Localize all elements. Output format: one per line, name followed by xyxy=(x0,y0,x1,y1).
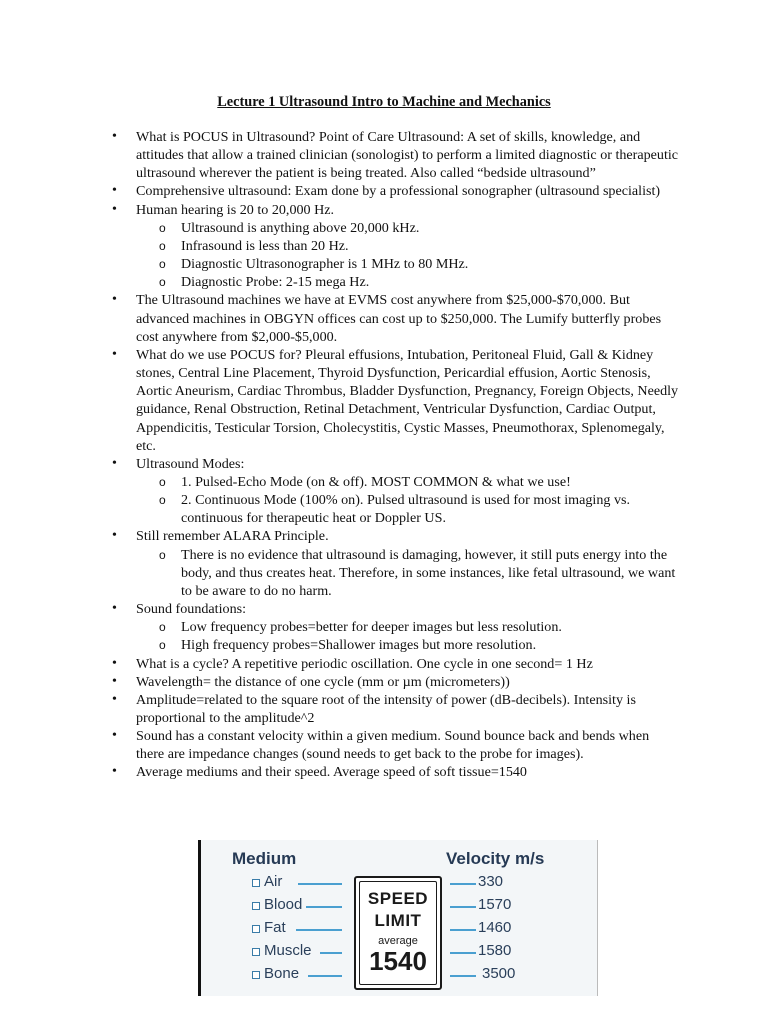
velocity-value: 1570 xyxy=(478,896,512,913)
bullet-icon: • xyxy=(112,183,117,199)
velocity-header: Velocity m/s xyxy=(446,849,545,868)
list-item xyxy=(0,691,768,727)
list-item xyxy=(0,201,768,292)
sub-list-item-text: 2. Continuous Mode (100% on). Pulsed ultrasound is used for most imaging vs. continuous for therapeutic heat or Doppler US. xyxy=(181,492,631,527)
bullet-icon: • xyxy=(112,201,117,217)
list-item xyxy=(0,763,768,781)
checkbox-icon xyxy=(252,925,260,933)
bullet-icon: • xyxy=(112,455,117,471)
list-item-text: Sound foundations: xyxy=(136,601,247,618)
list-item-text: Ultrasound Modes: xyxy=(136,455,245,472)
bullet-icon: • xyxy=(112,655,117,671)
list-item xyxy=(0,291,768,345)
sub-list-item xyxy=(136,473,680,491)
medium-name: Bone xyxy=(264,965,300,982)
bullet-icon: • xyxy=(112,601,117,617)
sub-list xyxy=(136,473,680,527)
list-item-text: Wavelength= the distance of one cycle (mm or µm (micrometers)) xyxy=(136,673,510,690)
sub-list xyxy=(136,546,680,600)
list-item xyxy=(0,182,768,200)
sign-value: 1540 xyxy=(369,946,427,976)
sub-bullet-icon: o xyxy=(159,638,166,653)
list-item-text: What do we use POCUS for? Pleural effusions, Intubation, Peritoneal Fluid, Gall & Kidney stones, Central Line Placement, Thyroid Dysfunction, Pericardial effusion, Aortic Stenosis, Aortic Aneurism, Cardiac Thrombus, Bladder Dysfunction, Pregnancy, Foreign Objects, Needly guidance, Renal Obstruction, Retinal Detachment, Ventricular Dysfunction, Cardiac Output, Appendicitis, Testicular Torsion, Cholecystitis, Cystic Masses, Pneumothorax, Splenomegaly, etc. xyxy=(136,346,679,454)
sub-list-item xyxy=(136,546,680,600)
document-title: Lecture 1 Ultrasound Intro to Machine and Mechanics xyxy=(217,94,551,110)
sub-bullet-icon: o xyxy=(159,620,166,635)
sub-list-item-text: 1. Pulsed-Echo Mode (on & off). MOST COMMON & what we use! xyxy=(181,473,571,490)
list-item-text: What is POCUS in Ultrasound? Point of Care Ultrasound: A set of skills, knowledge, and attitudes that allow a trained clinician (sonologist) to perform a limited diagnostic or therapeutic ultrasound wherever the patient is being treated. Also called “bedside ultrasound” xyxy=(136,129,679,182)
bullet-icon: • xyxy=(112,129,117,144)
checkbox-icon xyxy=(252,879,260,887)
sub-list-item xyxy=(136,219,680,237)
medium-name: Blood xyxy=(264,896,303,913)
connector-line-left xyxy=(306,906,342,908)
sub-list-item-text: There is no evidence that ultrasound is damaging, however, it still puts energy into the body, and thus creates heat. Therefore, in some instances, like fetal ultrasound, we want to be aware to do no harm. xyxy=(181,546,676,599)
connector-line-right xyxy=(450,952,476,954)
medium-name: Fat xyxy=(264,919,286,936)
sub-list-item-text: Diagnostic Probe: 2-15 mega Hz. xyxy=(181,274,370,291)
connector-line-left xyxy=(308,975,342,977)
sub-bullet-icon: o xyxy=(159,238,166,253)
sign-average-text: average xyxy=(378,935,418,947)
checkbox-icon xyxy=(252,971,260,979)
connector-line-right xyxy=(450,929,476,931)
list-item-text: Still remember ALARA Principle. xyxy=(136,528,329,545)
velocity-value: 330 xyxy=(478,873,504,890)
list-item-text: Sound has a constant velocity within a given medium. Sound bounce back and bends when there are impedance changes (sound needs to get back to the probe for images). xyxy=(136,728,650,763)
medium-header: Medium xyxy=(232,849,297,868)
sub-list-item-text: High frequency probes=Shallower images but more resolution. xyxy=(181,637,537,654)
sub-list xyxy=(136,618,680,654)
sub-bullet-icon: o xyxy=(159,547,166,562)
sub-bullet-icon: o xyxy=(159,220,166,235)
sub-bullet-icon: o xyxy=(159,493,166,508)
list-item-text: Amplitude=related to the square root of the intensity of power (dB-decibels). Intensity is proportional to the amplitude^2 xyxy=(136,691,636,726)
sub-bullet-icon: o xyxy=(159,257,166,272)
sign-speed-text: SPEED xyxy=(367,889,429,908)
velocity-value: 1580 xyxy=(478,942,512,959)
sub-list-item xyxy=(136,237,680,255)
medium-name: Air xyxy=(264,873,283,890)
connector-line-left xyxy=(320,952,342,954)
sub-list-item xyxy=(136,273,680,291)
sign-inner-border xyxy=(359,881,437,985)
sub-list-item xyxy=(136,255,680,273)
sub-list-item xyxy=(136,491,680,527)
list-item-text: Human hearing is 20 to 20,000 Hz. xyxy=(136,201,335,218)
bullet-icon: • xyxy=(112,691,117,707)
list-item xyxy=(0,727,768,763)
bullet-icon: • xyxy=(112,764,117,780)
checkbox-icon xyxy=(252,948,260,956)
velocity-value: 3500 xyxy=(482,965,516,982)
list-item xyxy=(0,527,768,600)
medium-name: Muscle xyxy=(264,942,312,959)
speed-limit-sign xyxy=(354,876,442,990)
sub-list-item xyxy=(136,618,680,636)
list-item-text: What is a cycle? A repetitive periodic oscillation. One cycle in one second= 1 Hz xyxy=(136,655,593,672)
checkbox-icon xyxy=(252,902,260,910)
connector-line-right xyxy=(450,906,476,908)
bullet-icon: • xyxy=(112,346,117,362)
sub-list-item-text: Diagnostic Ultrasonographer is 1 MHz to 80 MHz. xyxy=(181,256,469,273)
bullet-icon: • xyxy=(112,728,117,744)
connector-line-left xyxy=(296,929,342,931)
bullet-icon: • xyxy=(112,673,117,689)
sub-list-item-text: Ultrasound is anything above 20,000 kHz. xyxy=(181,219,420,236)
list-item-text: The Ultrasound machines we have at EVMS cost anywhere from $25,000-$70,000. But advanced machines in OBGYN offices can cost up to $250,000. The Lumify butterfly probes cost anywhere from $2,000-$5,000. xyxy=(136,292,662,345)
list-item-text: Comprehensive ultrasound: Exam done by a professional sonographer (ultrasound specialist) xyxy=(136,183,661,200)
list-item xyxy=(0,128,768,182)
sub-list-item-text: Low frequency probes=better for deeper images but less resolution. xyxy=(181,619,562,636)
sub-list-item-text: Infrasound is less than 20 Hz. xyxy=(181,237,349,254)
connector-line-left xyxy=(298,883,342,885)
list-item xyxy=(0,346,768,455)
sub-list-item xyxy=(136,636,680,654)
connector-line-right xyxy=(450,975,476,977)
list-item xyxy=(0,600,768,654)
sub-bullet-icon: o xyxy=(159,474,166,489)
sign-limit-text: LIMIT xyxy=(374,911,422,930)
list-item xyxy=(0,673,768,691)
list-item-text: Average mediums and their speed. Average speed of soft tissue=1540 xyxy=(136,764,527,781)
sub-list xyxy=(136,219,680,292)
bullet-icon: • xyxy=(112,292,117,308)
connector-line-right xyxy=(450,883,476,885)
velocity-value: 1460 xyxy=(478,919,512,936)
bullet-list xyxy=(0,128,768,782)
list-item xyxy=(0,655,768,673)
sub-bullet-icon: o xyxy=(159,275,166,290)
medium-velocity-figure xyxy=(198,840,598,996)
list-item xyxy=(0,455,768,528)
bullet-icon: • xyxy=(112,528,117,544)
